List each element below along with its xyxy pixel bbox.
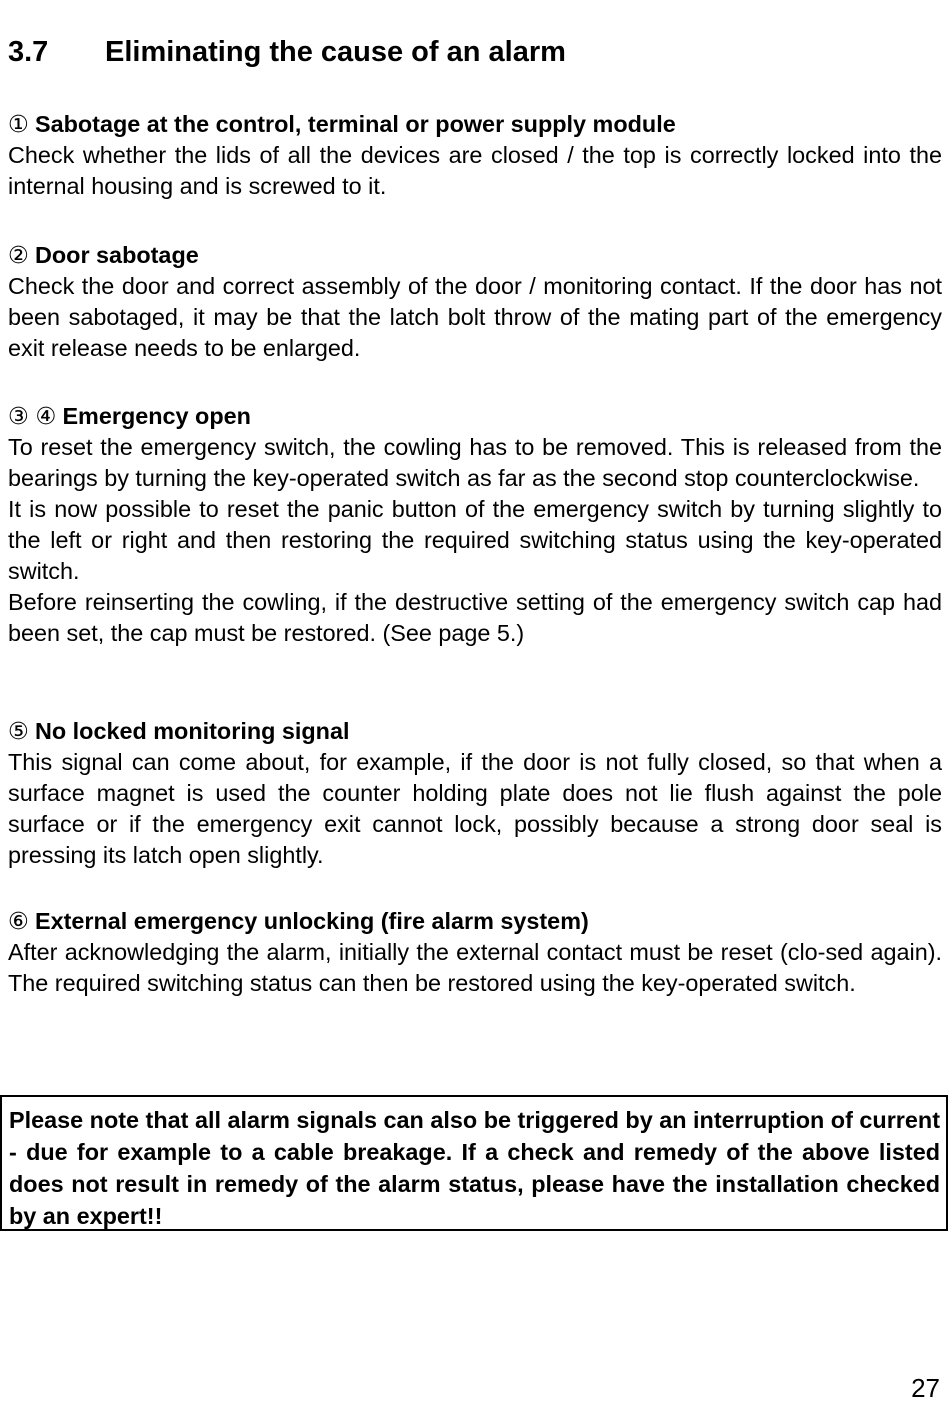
page-number: 27 [911, 1373, 940, 1403]
item-heading [8, 906, 942, 937]
item-door-sabotage [8, 240, 942, 364]
item-heading-text: No locked monitoring signal [34, 718, 350, 744]
item-paragraph: It is now possible to reset the panic button of the emergency switch by turning slightly to the left or right and then restoring the required switching status using the key-operated switch. [8, 496, 942, 584]
item-heading [8, 240, 942, 271]
item-paragraph: Check the door and correct assembly of the door / monitoring contact. If the door has not been sabotaged, it may be that the latch bolt throw of the mating part of the emergency exit release needs to be enlarged. [8, 273, 942, 361]
item-marker: ② [8, 242, 29, 268]
section-title: Eliminating the cause of an alarm [105, 36, 566, 68]
item-marker: ③ ④ [8, 403, 57, 429]
item-no-locked-signal [8, 716, 942, 871]
item-paragraph: Check whether the lids of all the devices are closed / the top is correctly locked into the internal housing and is screwed to it. [8, 142, 942, 199]
item-paragraph: After acknowledging the alarm, initially the external contact must be reset (clo-sed again). The required switching status can then be restored using the key-operated switch. [8, 939, 942, 996]
warning-notice-box: Please note that all alarm signals can also be triggered by an interruption of current - due for example to a cable breakage. If a check and remedy of the above listed does not result in remedy of the alarm status, please have the installation checked by an expert!! [0, 1095, 948, 1231]
item-marker: ① [8, 111, 29, 137]
item-paragraph: This signal can come about, for example, if the door is not fully closed, so that when a surface magnet is used the counter holding plate does not lie flush against the pole surface or if the emergency exit cannot lock, possibly because a strong door seal is pressing its latch open slightly. [8, 749, 942, 868]
item-heading-text: Sabotage at the control, terminal or power supply module [34, 111, 676, 137]
item-heading [8, 716, 942, 747]
item-heading-text: Door sabotage [34, 242, 199, 268]
item-heading-text: Emergency open [62, 403, 251, 429]
item-heading-text: External emergency unlocking (fire alarm system) [34, 908, 589, 934]
item-paragraph: Before reinserting the cowling, if the destructive setting of the emergency switch cap had been set, the cap must be restored. (See page 5.) [8, 589, 942, 646]
item-marker: ⑤ [8, 718, 29, 744]
section-heading [8, 36, 566, 69]
item-heading [8, 401, 942, 432]
item-marker: ⑥ [8, 908, 29, 934]
item-paragraph: To reset the emergency switch, the cowling has to be removed. This is released from the bearings by turning the key-operated switch as far as the second stop counterclockwise. [8, 434, 942, 491]
item-sabotage-module [8, 109, 942, 202]
item-emergency-open [8, 401, 942, 649]
item-external-unlocking [8, 906, 942, 999]
section-number: 3.7 [8, 36, 49, 68]
item-heading [8, 109, 942, 140]
